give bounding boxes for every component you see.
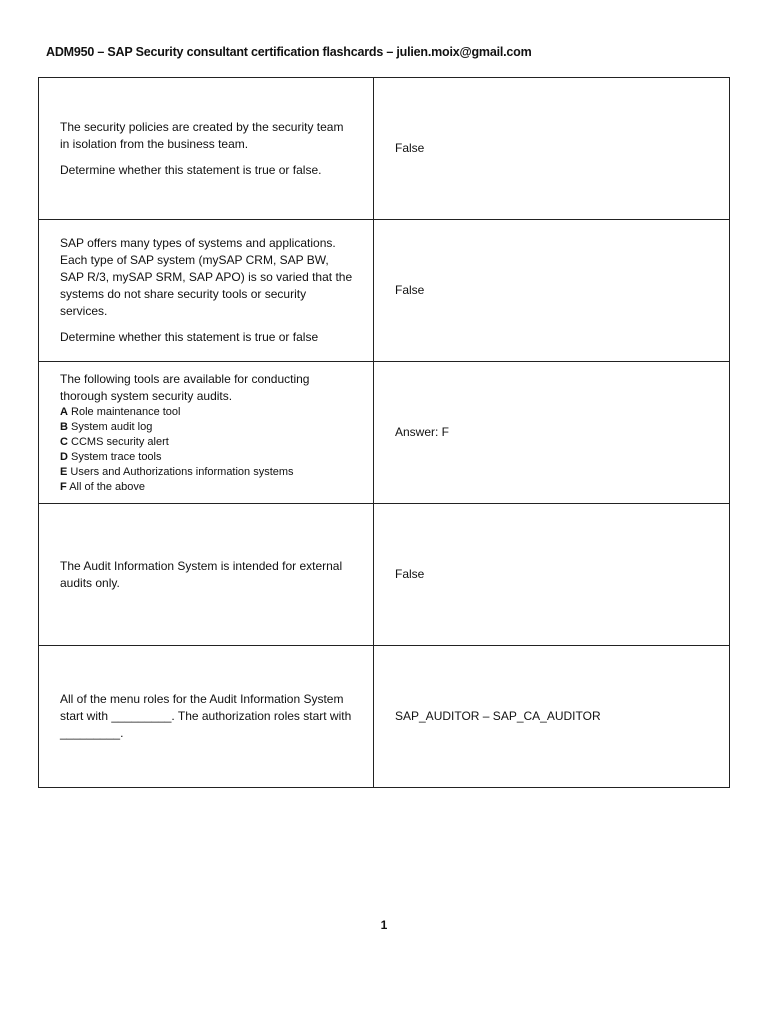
answer-cell: False bbox=[374, 220, 730, 362]
option-text: Users and Authorizations information systems bbox=[70, 465, 294, 478]
option-letter: D bbox=[60, 450, 68, 463]
option-letter: F bbox=[60, 480, 67, 493]
question-cell bbox=[39, 646, 374, 788]
answer-cell: False bbox=[374, 78, 730, 220]
option-letter: C bbox=[60, 435, 68, 448]
option-text: Role maintenance tool bbox=[71, 405, 181, 418]
option-item bbox=[60, 435, 353, 450]
question-text: SAP offers many types of systems and applications. Each type of SAP system (mySAP CRM, SAP BW, SAP R/3, mySAP SRM, SAP APO) is so varied that the systems do not share security tools or security services. bbox=[60, 236, 353, 318]
option-text: System audit log bbox=[71, 420, 153, 433]
answer-cell: SAP_AUDITOR – SAP_CA_AUDITOR bbox=[374, 646, 730, 788]
answer-cell: False bbox=[374, 504, 730, 646]
question-cell bbox=[39, 504, 374, 646]
answer-cell: Answer: F bbox=[374, 362, 730, 504]
option-text: System trace tools bbox=[71, 450, 162, 463]
question-cell bbox=[39, 78, 374, 220]
option-letter: B bbox=[60, 420, 68, 433]
question-text: The security policies are created by the security team in isolation from the business team. bbox=[60, 119, 344, 151]
flashcard-row bbox=[39, 78, 730, 220]
question-instruction: Determine whether this statement is true or false. bbox=[60, 162, 322, 177]
question-text: The Audit Information System is intended for external audits only. bbox=[60, 558, 343, 590]
page-number: 1 bbox=[380, 918, 388, 932]
option-item bbox=[60, 420, 353, 435]
option-letter: E bbox=[60, 465, 68, 478]
options-list bbox=[60, 405, 353, 495]
document-header: ADM950 – SAP Security consultant certification flashcards – julien.moix@gmail.com bbox=[46, 45, 532, 59]
option-item bbox=[60, 450, 353, 465]
flashcard-row bbox=[39, 504, 730, 646]
option-item bbox=[60, 480, 353, 495]
question-cell bbox=[39, 362, 374, 504]
flashcard-row bbox=[39, 362, 730, 504]
option-text: CCMS security alert bbox=[71, 435, 169, 448]
option-text: All of the above bbox=[69, 480, 146, 493]
question-text: All of the menu roles for the Audit Information System start with _________. The authorization roles start with _________. bbox=[60, 692, 352, 740]
option-letter: A bbox=[60, 405, 68, 418]
flashcard-row bbox=[39, 646, 730, 788]
option-item bbox=[60, 465, 353, 480]
question-text: The following tools are available for conducting thorough system security audits. bbox=[60, 371, 310, 403]
option-item bbox=[60, 405, 353, 420]
flashcard-row bbox=[39, 220, 730, 362]
question-instruction: Determine whether this statement is true or false bbox=[60, 330, 319, 344]
flashcards-table bbox=[38, 77, 730, 788]
question-cell bbox=[39, 220, 374, 362]
